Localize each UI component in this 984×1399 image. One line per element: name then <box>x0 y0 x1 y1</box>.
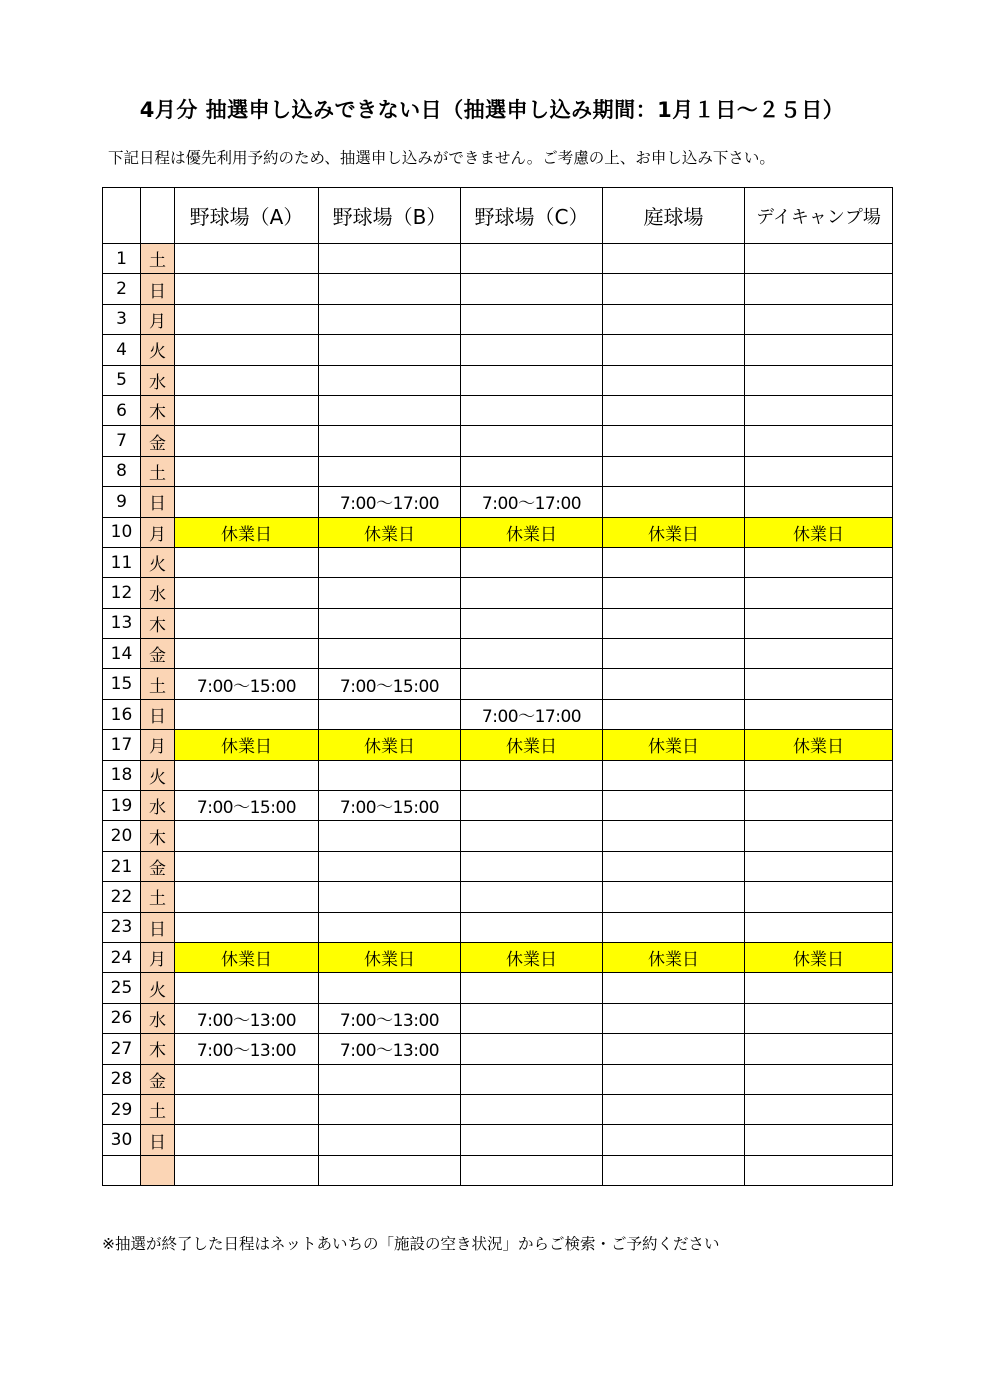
cell-baseball-b: 7:00～15:00 <box>319 791 461 821</box>
cell-tennis <box>603 1155 745 1185</box>
weekday-label: 月 <box>141 304 175 334</box>
cell-daycamp <box>745 304 893 334</box>
cell-daycamp <box>745 244 893 274</box>
cell-daycamp <box>745 456 893 486</box>
header-baseball-c: 野球場（C） <box>461 188 603 244</box>
table-row <box>103 973 893 1003</box>
weekday-label: 金 <box>141 426 175 456</box>
weekday-label: 金 <box>141 851 175 881</box>
day-number: 2 <box>103 274 141 304</box>
cell-baseball-b <box>319 395 461 425</box>
cell-baseball-a: 7:00～13:00 <box>175 1003 319 1033</box>
cell-baseball-b: 7:00～17:00 <box>319 487 461 517</box>
table-row <box>103 639 893 669</box>
cell-baseball-b <box>319 365 461 395</box>
day-number: 6 <box>103 395 141 425</box>
cell-baseball-c <box>461 639 603 669</box>
table-row <box>103 1125 893 1155</box>
weekday-label: 土 <box>141 456 175 486</box>
cell-baseball-b <box>319 760 461 790</box>
closed-day-cell: 休業日 <box>745 730 893 760</box>
cell-baseball-a <box>175 821 319 851</box>
cell-baseball-c <box>461 821 603 851</box>
day-number: 19 <box>103 791 141 821</box>
cell-baseball-b <box>319 1094 461 1124</box>
table-row <box>103 608 893 638</box>
cell-baseball-a <box>175 244 319 274</box>
cell-baseball-b <box>319 456 461 486</box>
day-number: 27 <box>103 1034 141 1064</box>
cell-daycamp <box>745 821 893 851</box>
table-row <box>103 395 893 425</box>
cell-baseball-b <box>319 699 461 729</box>
day-number: 7 <box>103 426 141 456</box>
cell-baseball-c <box>461 973 603 1003</box>
cell-baseball-b <box>319 578 461 608</box>
cell-baseball-a <box>175 426 319 456</box>
weekday-label: 土 <box>141 669 175 699</box>
cell-baseball-c <box>461 1094 603 1124</box>
weekday-label: 木 <box>141 1034 175 1064</box>
cell-baseball-c <box>461 608 603 638</box>
cell-daycamp <box>745 973 893 1003</box>
cell-tennis <box>603 578 745 608</box>
day-number: 4 <box>103 335 141 365</box>
table-row <box>103 791 893 821</box>
cell-daycamp <box>745 274 893 304</box>
cell-baseball-a <box>175 882 319 912</box>
day-number: 12 <box>103 578 141 608</box>
weekday-label: 火 <box>141 760 175 790</box>
cell-baseball-a: 7:00～13:00 <box>175 1034 319 1064</box>
cell-baseball-b <box>319 608 461 638</box>
cell-daycamp <box>745 699 893 729</box>
table-row <box>103 942 893 972</box>
cell-daycamp <box>745 1034 893 1064</box>
cell-baseball-b <box>319 851 461 881</box>
day-number: 13 <box>103 608 141 638</box>
schedule-table <box>102 187 893 1186</box>
table-row <box>103 1003 893 1033</box>
day-number: 21 <box>103 851 141 881</box>
cell-baseball-a <box>175 973 319 1003</box>
closed-day-cell: 休業日 <box>175 730 319 760</box>
day-number: 14 <box>103 639 141 669</box>
cell-tennis <box>603 973 745 1003</box>
cell-tennis <box>603 912 745 942</box>
weekday-label: 月 <box>141 730 175 760</box>
day-number: 16 <box>103 699 141 729</box>
cell-baseball-a <box>175 699 319 729</box>
cell-tennis <box>603 274 745 304</box>
cell-tennis <box>603 1034 745 1064</box>
day-number: 15 <box>103 669 141 699</box>
table-row <box>103 335 893 365</box>
cell-daycamp <box>745 1125 893 1155</box>
table-row <box>103 1064 893 1094</box>
weekday-label: 火 <box>141 335 175 365</box>
cell-baseball-b <box>319 882 461 912</box>
header-day <box>103 188 141 244</box>
weekday-label <box>141 1155 175 1185</box>
page-title: 4月分 抽選申し込みできない日（抽選申し込み期間：1月１日～２５日） <box>139 98 845 122</box>
header-baseball-a: 野球場（A） <box>175 188 319 244</box>
day-number: 29 <box>103 1094 141 1124</box>
day-number: 26 <box>103 1003 141 1033</box>
day-number: 23 <box>103 912 141 942</box>
table-row <box>103 882 893 912</box>
day-number <box>103 1155 141 1185</box>
table-row <box>103 912 893 942</box>
cell-baseball-a <box>175 304 319 334</box>
cell-baseball-a <box>175 1064 319 1094</box>
weekday-label: 土 <box>141 1094 175 1124</box>
weekday-label: 水 <box>141 1003 175 1033</box>
cell-baseball-a <box>175 1125 319 1155</box>
cell-baseball-a <box>175 456 319 486</box>
cell-tennis <box>603 456 745 486</box>
cell-baseball-b <box>319 426 461 456</box>
cell-tennis <box>603 791 745 821</box>
cell-baseball-b <box>319 304 461 334</box>
header-daycamp: デイキャンプ場 <box>745 188 893 244</box>
weekday-label: 月 <box>141 942 175 972</box>
weekday-label: 火 <box>141 547 175 577</box>
cell-daycamp <box>745 1155 893 1185</box>
table-row <box>103 426 893 456</box>
cell-daycamp <box>745 335 893 365</box>
table-row <box>103 547 893 577</box>
day-number: 9 <box>103 487 141 517</box>
day-number: 20 <box>103 821 141 851</box>
cell-baseball-c <box>461 304 603 334</box>
weekday-label: 日 <box>141 274 175 304</box>
day-number: 24 <box>103 942 141 972</box>
cell-baseball-b <box>319 274 461 304</box>
cell-tennis <box>603 487 745 517</box>
weekday-label: 日 <box>141 1125 175 1155</box>
cell-daycamp <box>745 851 893 881</box>
closed-day-cell: 休業日 <box>319 730 461 760</box>
day-number: 3 <box>103 304 141 334</box>
cell-tennis <box>603 335 745 365</box>
closed-day-cell: 休業日 <box>603 517 745 547</box>
closed-day-cell: 休業日 <box>745 517 893 547</box>
day-number: 28 <box>103 1064 141 1094</box>
weekday-label: 日 <box>141 912 175 942</box>
cell-tennis <box>603 547 745 577</box>
cell-tennis <box>603 1003 745 1033</box>
cell-baseball-c <box>461 547 603 577</box>
cell-daycamp <box>745 882 893 912</box>
table-row <box>103 517 893 547</box>
closed-day-cell: 休業日 <box>175 517 319 547</box>
closed-day-cell: 休業日 <box>175 942 319 972</box>
closed-day-cell: 休業日 <box>461 942 603 972</box>
cell-baseball-a <box>175 395 319 425</box>
cell-tennis <box>603 395 745 425</box>
cell-tennis <box>603 244 745 274</box>
cell-daycamp <box>745 669 893 699</box>
cell-baseball-a: 7:00～15:00 <box>175 669 319 699</box>
cell-daycamp <box>745 395 893 425</box>
header-row <box>103 188 893 244</box>
day-number: 17 <box>103 730 141 760</box>
cell-baseball-a <box>175 547 319 577</box>
cell-baseball-b <box>319 335 461 365</box>
table-row <box>103 456 893 486</box>
cell-baseball-b <box>319 547 461 577</box>
cell-baseball-a <box>175 274 319 304</box>
cell-baseball-b: 7:00～15:00 <box>319 669 461 699</box>
cell-baseball-a <box>175 851 319 881</box>
closed-day-cell: 休業日 <box>745 942 893 972</box>
cell-baseball-b: 7:00～13:00 <box>319 1003 461 1033</box>
cell-baseball-c <box>461 882 603 912</box>
day-number: 8 <box>103 456 141 486</box>
day-number: 11 <box>103 547 141 577</box>
cell-daycamp <box>745 791 893 821</box>
header-weekday <box>141 188 175 244</box>
cell-baseball-b: 7:00～13:00 <box>319 1034 461 1064</box>
cell-baseball-c <box>461 1064 603 1094</box>
cell-baseball-a: 7:00～15:00 <box>175 791 319 821</box>
weekday-label: 水 <box>141 365 175 395</box>
cell-daycamp <box>745 912 893 942</box>
cell-daycamp <box>745 426 893 456</box>
cell-baseball-a <box>175 912 319 942</box>
cell-baseball-c <box>461 791 603 821</box>
weekday-label: 土 <box>141 882 175 912</box>
cell-baseball-a <box>175 1155 319 1185</box>
cell-daycamp <box>745 547 893 577</box>
cell-tennis <box>603 608 745 638</box>
table-row <box>103 274 893 304</box>
closed-day-cell: 休業日 <box>603 942 745 972</box>
day-number: 22 <box>103 882 141 912</box>
table-row <box>103 578 893 608</box>
day-number: 1 <box>103 244 141 274</box>
closed-day-cell: 休業日 <box>603 730 745 760</box>
cell-daycamp <box>745 487 893 517</box>
footer-note: ※抽選が終了した日程はネットあいちの「施設の空き状況」からご検索・ご予約ください <box>102 1235 720 1253</box>
day-number: 18 <box>103 760 141 790</box>
cell-tennis <box>603 1064 745 1094</box>
cell-baseball-c <box>461 335 603 365</box>
weekday-label: 水 <box>141 791 175 821</box>
cell-baseball-a <box>175 365 319 395</box>
cell-daycamp <box>745 608 893 638</box>
weekday-label: 金 <box>141 639 175 669</box>
cell-baseball-b <box>319 244 461 274</box>
cell-daycamp <box>745 639 893 669</box>
cell-baseball-a <box>175 335 319 365</box>
weekday-label: 金 <box>141 1064 175 1094</box>
weekday-label: 月 <box>141 517 175 547</box>
table-row <box>103 244 893 274</box>
cell-daycamp <box>745 1064 893 1094</box>
cell-baseball-c <box>461 244 603 274</box>
table-row <box>103 730 893 760</box>
cell-baseball-c <box>461 578 603 608</box>
page-subtitle: 下記日程は優先利用予約のため、抽選申し込みができません。ご考慮の上、お申し込み下さい。 <box>108 149 775 167</box>
cell-baseball-a <box>175 1094 319 1124</box>
table-row <box>103 1034 893 1064</box>
cell-daycamp <box>745 1094 893 1124</box>
cell-baseball-b <box>319 1155 461 1185</box>
table-row <box>103 304 893 334</box>
cell-tennis <box>603 882 745 912</box>
table-row <box>103 487 893 517</box>
cell-baseball-a <box>175 487 319 517</box>
cell-baseball-c <box>461 395 603 425</box>
cell-baseball-c <box>461 1125 603 1155</box>
cell-tennis <box>603 1094 745 1124</box>
weekday-label: 木 <box>141 608 175 638</box>
cell-daycamp <box>745 578 893 608</box>
table-row <box>103 760 893 790</box>
closed-day-cell: 休業日 <box>319 942 461 972</box>
cell-daycamp <box>745 760 893 790</box>
cell-baseball-c <box>461 426 603 456</box>
cell-baseball-c <box>461 1034 603 1064</box>
weekday-label: 日 <box>141 699 175 729</box>
weekday-label: 木 <box>141 821 175 851</box>
weekday-label: 火 <box>141 973 175 1003</box>
cell-tennis <box>603 365 745 395</box>
header-tennis: 庭球場 <box>603 188 745 244</box>
cell-baseball-b <box>319 821 461 851</box>
cell-tennis <box>603 304 745 334</box>
cell-baseball-c: 7:00～17:00 <box>461 699 603 729</box>
day-number: 25 <box>103 973 141 1003</box>
header-baseball-b: 野球場（B） <box>319 188 461 244</box>
closed-day-cell: 休業日 <box>461 730 603 760</box>
table-row <box>103 1155 893 1185</box>
cell-baseball-c <box>461 851 603 881</box>
cell-baseball-a <box>175 608 319 638</box>
cell-tennis <box>603 821 745 851</box>
cell-baseball-a <box>175 578 319 608</box>
cell-baseball-c: 7:00～17:00 <box>461 487 603 517</box>
cell-daycamp <box>745 365 893 395</box>
cell-baseball-c <box>461 912 603 942</box>
cell-baseball-c <box>461 760 603 790</box>
closed-day-cell: 休業日 <box>461 517 603 547</box>
cell-baseball-c <box>461 669 603 699</box>
cell-daycamp <box>745 1003 893 1033</box>
cell-baseball-b <box>319 912 461 942</box>
cell-tennis <box>603 426 745 456</box>
day-number: 30 <box>103 1125 141 1155</box>
table-row <box>103 365 893 395</box>
cell-baseball-b <box>319 639 461 669</box>
cell-baseball-c <box>461 1155 603 1185</box>
cell-baseball-c <box>461 274 603 304</box>
cell-tennis <box>603 760 745 790</box>
cell-baseball-b <box>319 973 461 1003</box>
table-row <box>103 851 893 881</box>
cell-baseball-c <box>461 456 603 486</box>
cell-baseball-a <box>175 639 319 669</box>
closed-day-cell: 休業日 <box>319 517 461 547</box>
weekday-label: 水 <box>141 578 175 608</box>
cell-tennis <box>603 1125 745 1155</box>
cell-baseball-b <box>319 1064 461 1094</box>
day-number: 10 <box>103 517 141 547</box>
table-row <box>103 1094 893 1124</box>
table-row <box>103 821 893 851</box>
cell-tennis <box>603 639 745 669</box>
weekday-label: 木 <box>141 395 175 425</box>
table-row <box>103 699 893 729</box>
weekday-label: 土 <box>141 244 175 274</box>
cell-tennis <box>603 699 745 729</box>
cell-baseball-c <box>461 1003 603 1033</box>
cell-baseball-b <box>319 1125 461 1155</box>
day-number: 5 <box>103 365 141 395</box>
table-row <box>103 669 893 699</box>
weekday-label: 日 <box>141 487 175 517</box>
cell-tennis <box>603 851 745 881</box>
cell-baseball-c <box>461 365 603 395</box>
cell-baseball-a <box>175 760 319 790</box>
cell-tennis <box>603 669 745 699</box>
